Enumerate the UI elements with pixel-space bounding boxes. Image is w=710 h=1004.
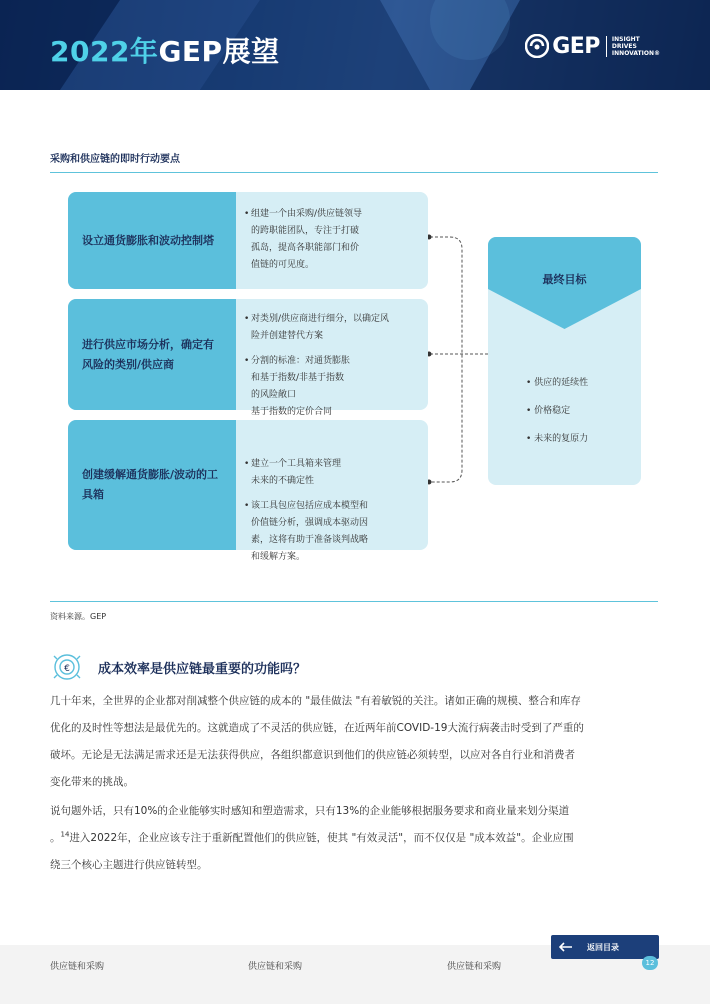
- goal-item: • 价格稳定: [526, 406, 571, 416]
- action-box-control-tower: [68, 192, 428, 289]
- bullet-item: • 组建一个由采购/供应链领导 的跨职能团队，专注于打破 孤岛，提高各职能部门和价 值链的可见度。: [244, 209, 363, 270]
- back-to-contents-button[interactable]: [551, 935, 659, 959]
- bullet-item: • 分割的标准：对通货膨胀 和基于指数/非基于指数 的风险敞口 基于指数的定价合同: [244, 356, 351, 417]
- logo-word: GEP: [552, 33, 600, 59]
- action-label: 创建缓解通货膨胀/波动的工具箱: [68, 420, 236, 550]
- article-question: 成本效率是供应链最重要的功能吗？: [98, 662, 307, 677]
- gep-swirl-icon: [525, 34, 549, 58]
- action-box-toolbox: [68, 420, 428, 562]
- action-box-market-analysis: [68, 299, 428, 417]
- back-button-label: 返回目录: [587, 942, 619, 952]
- article-paragraph-1: 几十年来，全世界的企业都对削减整个供应链的成本的 "最佳做法 "有着敏锐的关注。诸如正确的规模、整合和库存 优化的及时性等想法是最优先的。这就造成了不灵活的供应链，在近两年前COVID-19大流行病袭击时受到了严重的 破坏。无论是无法满足需求还是无法获得供应，各组织都意识到他们的供应链必须转型，以应对各自行业和消费者 变化带来的挑战。: [50, 695, 584, 788]
- footer-link-1[interactable]: 供应链和采购: [50, 962, 105, 972]
- page-title: [50, 30, 280, 70]
- goal-item: • 未来的复原力: [526, 434, 589, 444]
- title-year: 2022年: [50, 35, 159, 68]
- footnote-ref[interactable]: 14: [60, 830, 70, 839]
- logo-tagline: INSIGHT DRIVES INNOVATION®: [606, 36, 660, 57]
- source-note: 资料来源。GEP: [50, 612, 107, 621]
- page-number: 12: [642, 956, 658, 970]
- goal-item: • 供应的延续性: [526, 378, 589, 388]
- article-paragraph-2: 说句题外话，只有10%的企业能够实时感知和塑造需求，只有13%的企业能够根据服务要求和商业量来划分渠道 。$^{14}$进入2022年，企业应该专注于重新配置他们的供应链，使其 "有效灵活"，而不仅仅是 "成本效益"。企业应围 绕三个核心主题进行供应链转型。: [50, 805, 574, 871]
- goal-title: 最终目标: [542, 273, 587, 286]
- action-label: 设立通货膨胀和波动控制塔: [68, 192, 236, 289]
- section-heading: 采购和供应链的即时行动要点: [50, 154, 180, 165]
- gep-logo: [525, 32, 660, 60]
- action-label: 进行供应市场分析，确定有风险的类别/供应商: [68, 299, 236, 410]
- goal-box: [488, 237, 641, 485]
- action-detail: [244, 206, 418, 282]
- section-divider: [50, 172, 658, 173]
- source-divider: [50, 601, 658, 602]
- bullet-item: • 建立一个工具箱来管理 未来的不确定性: [244, 459, 342, 486]
- title-rest: GEP展望: [158, 35, 280, 68]
- svg-text:€: €: [64, 664, 70, 674]
- footer-link-2[interactable]: 供应链和采购: [248, 962, 303, 972]
- arrow-left-icon: [559, 942, 573, 952]
- header-banner: [0, 0, 710, 90]
- action-detail: [244, 311, 418, 429]
- footer-link-3[interactable]: 供应链和采购: [447, 962, 502, 972]
- goal-list: [526, 375, 588, 459]
- bullet-item: • 对类别/供应商进行细分，以确定风 险并创建替代方案: [244, 314, 390, 341]
- action-detail: [244, 456, 418, 574]
- cost-efficiency-icon: [50, 650, 84, 684]
- bullet-item: • 该工具包应包括应成本模型和 价值链分析，强调成本驱动因 素，这将有助于准备谈判战略 和缓解方案。: [244, 501, 369, 562]
